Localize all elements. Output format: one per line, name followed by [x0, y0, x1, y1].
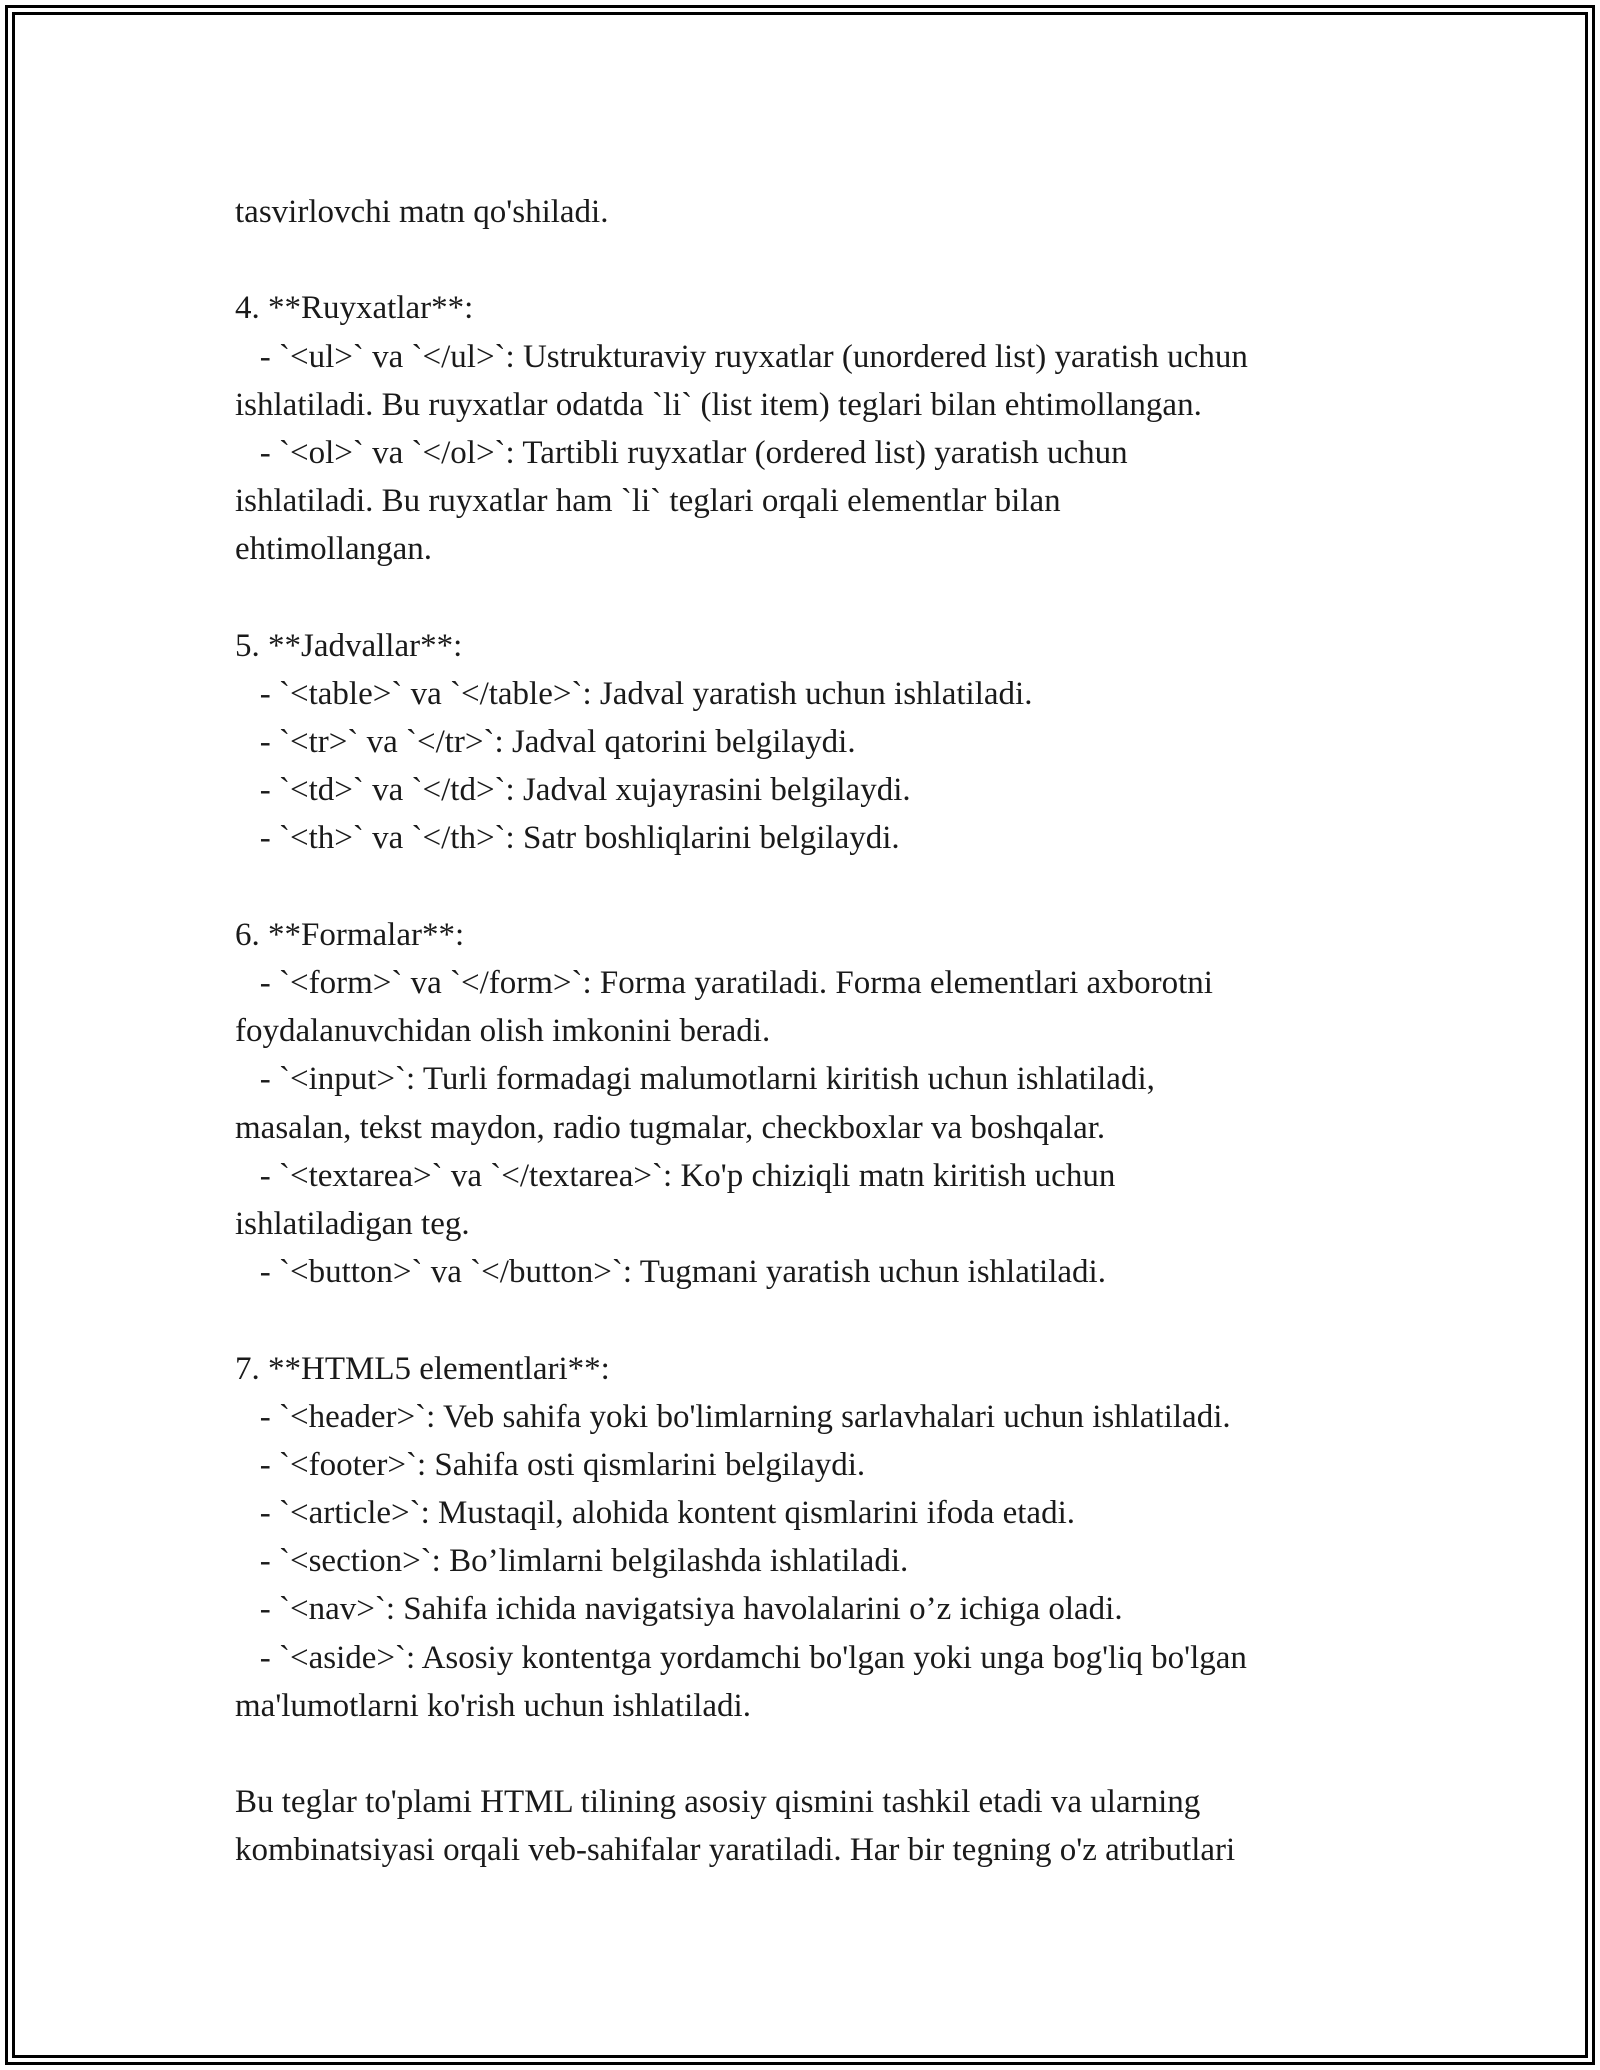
text-line: kombinatsiyasi orqali veb-sahifalar yaratiladi. Har bir tegning o'z atributlari — [235, 1832, 1236, 1869]
text-line: - `<button>` va `</button>`: Tugmani yaratish uchun ishlatiladi. — [235, 1254, 1106, 1291]
text-line: ma'lumotlarni ko'rish uchun ishlatiladi. — [235, 1687, 751, 1724]
text-line: - `<form>` va `</form>`: Forma yaratiladi. Forma elementlari axborotni — [235, 965, 1213, 1001]
blank-line — [235, 574, 1395, 622]
blank-line — [235, 1296, 1395, 1344]
text-line: - `<section>`: Bo’limlarni belgilashda ishlatiladi. — [235, 1543, 909, 1580]
blank-line — [235, 236, 1395, 284]
document-body — [235, 188, 1395, 1875]
text-line: masalan, tekst maydon, radio tugmalar, checkboxlar va boshqalar. — [235, 1109, 1106, 1146]
text-line: - `<table>` va `</table>`: Jadval yaratish uchun ishlatiladi. — [235, 675, 1033, 712]
text-line: ishlatiladi. Bu ruyxatlar odatda `li` (list item) teglari bilan ehtimollangan. — [235, 386, 1202, 423]
text-line: tasvirlovchi matn qo'shiladi. — [235, 194, 609, 230]
text-line: - `<input>`: Turli formadagi malumotlarni kiritish uchun ishlatiladi, — [235, 1061, 1155, 1098]
text-line: - `<header>`: Veb sahifa yoki bo'limlarning sarlavhalari uchun ishlatiladi. — [235, 1398, 1231, 1435]
text-line: foydalanuvchidan olish imkonini beradi. — [235, 1013, 771, 1050]
text-line: - `<th>` va `</th>`: Satr boshliqlarini belgilaydi. — [235, 820, 900, 857]
text-line: - `<aside>`: Asosiy kontentga yordamchi bo'lgan yoki unga bog'liq bo'lgan — [235, 1639, 1247, 1676]
text-line: - `<textarea>` va `</textarea>`: Ko'p chiziqli matn kiritish uchun — [235, 1157, 1116, 1194]
section-heading-html5: 7. **HTML5 elementlari**: — [235, 1350, 610, 1387]
section-heading-ruyxatlar: 4. **Ruyxatlar**: — [235, 290, 474, 327]
text-line: Bu teglar to'plami HTML tilining asosiy qismini tashkil etadi va ularning — [235, 1784, 1201, 1821]
text-line: - `<article>`: Mustaqil, alohida kontent qismlarini ifoda etadi. — [235, 1495, 1076, 1532]
text-line: ishlatiladigan teg. — [235, 1205, 470, 1242]
blank-line — [235, 1730, 1395, 1778]
text-line: - `<td>` va `</td>`: Jadval xujayrasini belgilaydi. — [235, 772, 911, 809]
section-heading-formalar: 6. **Formalar**: — [235, 916, 465, 953]
section-heading-jadvallar: 5. **Jadvallar**: — [235, 627, 463, 664]
text-line: - `<tr>` va `</tr>`: Jadval qatorini belgilaydi. — [235, 724, 856, 761]
text-line: - `<ol>` va `</ol>`: Tartibli ruyxatlar (ordered list) yaratish uchun — [235, 434, 1128, 471]
text-line: ishlatiladi. Bu ruyxatlar ham `li` teglari orqali elementlar bilan — [235, 483, 1061, 520]
text-line: - `<nav>`: Sahifa ichida navigatsiya havolalarini o’z ichiga oladi. — [235, 1591, 1123, 1628]
text-line: - `<footer>`: Sahifa osti qismlarini belgilaydi. — [235, 1446, 866, 1483]
text-line: ehtimollangan. — [235, 531, 433, 568]
blank-line — [235, 863, 1395, 911]
text-line: - `<ul>` va `</ul>`: Ustrukturaviy ruyxatlar (unordered list) yaratish uchun — [235, 338, 1248, 375]
